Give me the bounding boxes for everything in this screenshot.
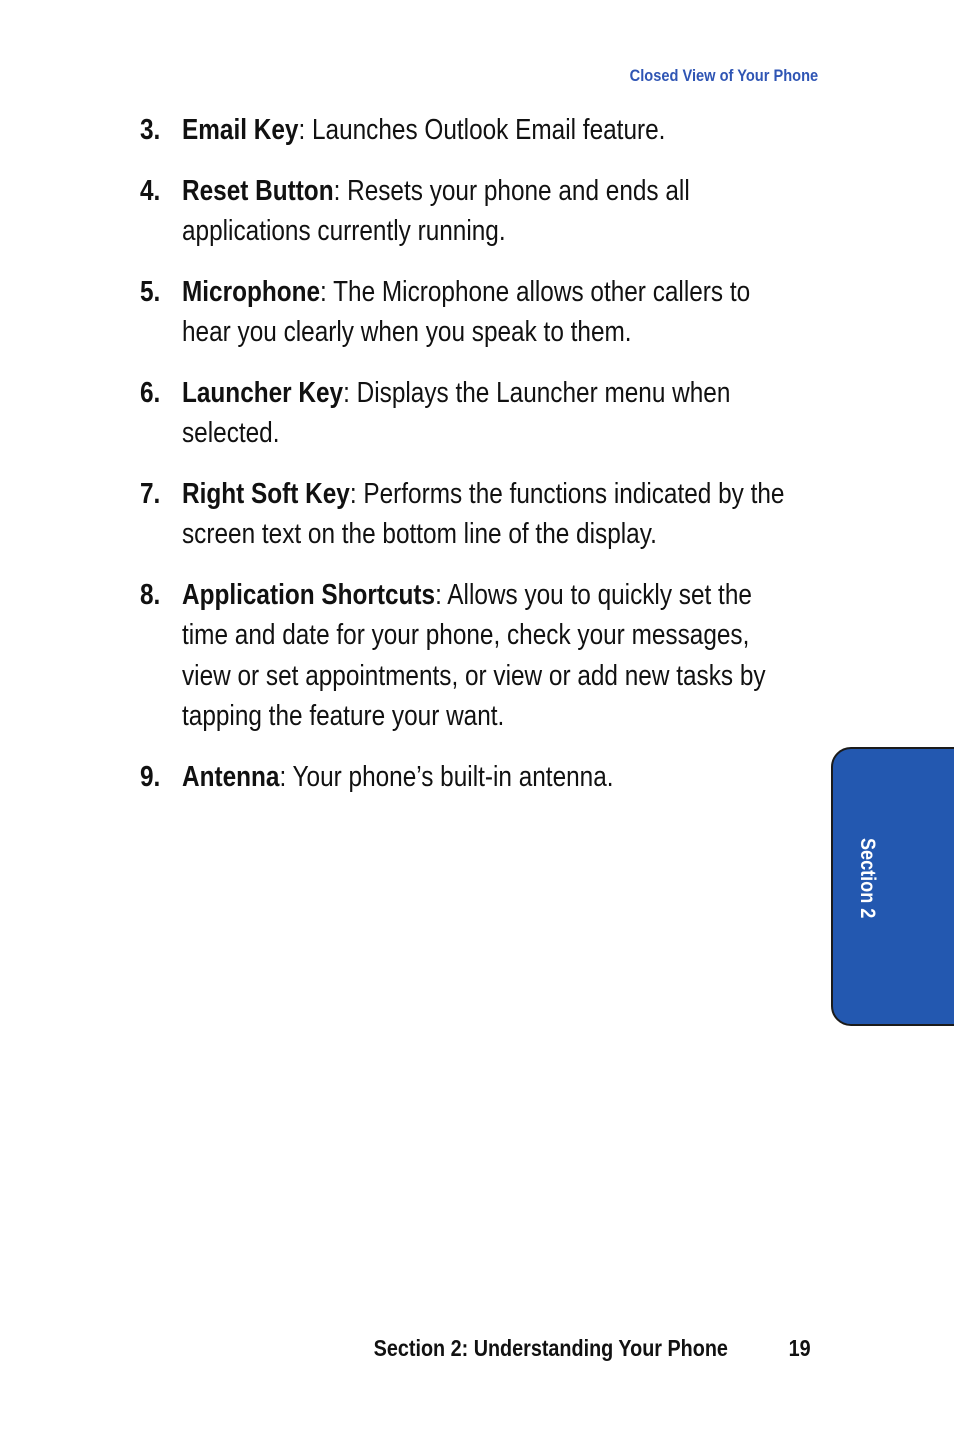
list-item [140,110,804,151]
item-term: Launcher Key [182,376,344,409]
item-text [182,272,804,353]
item-text [182,757,804,798]
item-number: 7. [140,477,161,510]
item-description: : Displays the Launcher menu when selected. [182,376,731,449]
item-text [182,110,804,151]
item-text [182,474,804,555]
item-text [182,171,804,252]
item-description: : Resets your phone and ends all applications currently running. [182,174,690,247]
section-tab-label: Section 2 [856,838,879,919]
item-text [182,373,804,454]
item-term: Antenna [182,760,280,793]
item-number: 6. [140,376,161,409]
section-tab [831,747,954,1026]
item-term: Microphone [182,275,321,308]
page-number: 19 [788,1335,811,1361]
running-header: Closed View of Your Phone [629,66,818,85]
feature-list [140,110,930,817]
footer-section-title: Section 2: Understanding Your Phone [373,1335,728,1361]
item-description: : Allows you to quickly set the time and date for your phone, check your messages, view or set appointments, or view or add new tasks by tapping the feature your want. [182,578,766,732]
list-item [140,474,804,555]
item-description: : Launches Outlook Email feature. [298,114,666,146]
item-term: Reset Button [182,174,334,207]
list-item [140,757,804,798]
item-number: 3. [140,114,161,146]
item-number: 8. [140,578,161,611]
item-number: 9. [140,760,161,793]
item-text [182,575,804,737]
item-number: 4. [140,174,161,207]
list-item [140,575,804,737]
item-term: Right Soft Key [182,477,350,510]
item-term: Application Shortcuts [182,578,436,611]
item-description: : Your phone’s built-in antenna. [279,760,614,793]
item-number: 5. [140,275,161,308]
list-item [140,272,804,353]
item-description: : The Microphone allows other callers to hear you clearly when you speak to them. [182,275,751,348]
list-item [140,171,804,252]
item-term: Email Key [182,114,299,146]
list-item [140,373,804,454]
item-description: : Performs the functions indicated by the screen text on the bottom line of the display. [182,477,785,550]
